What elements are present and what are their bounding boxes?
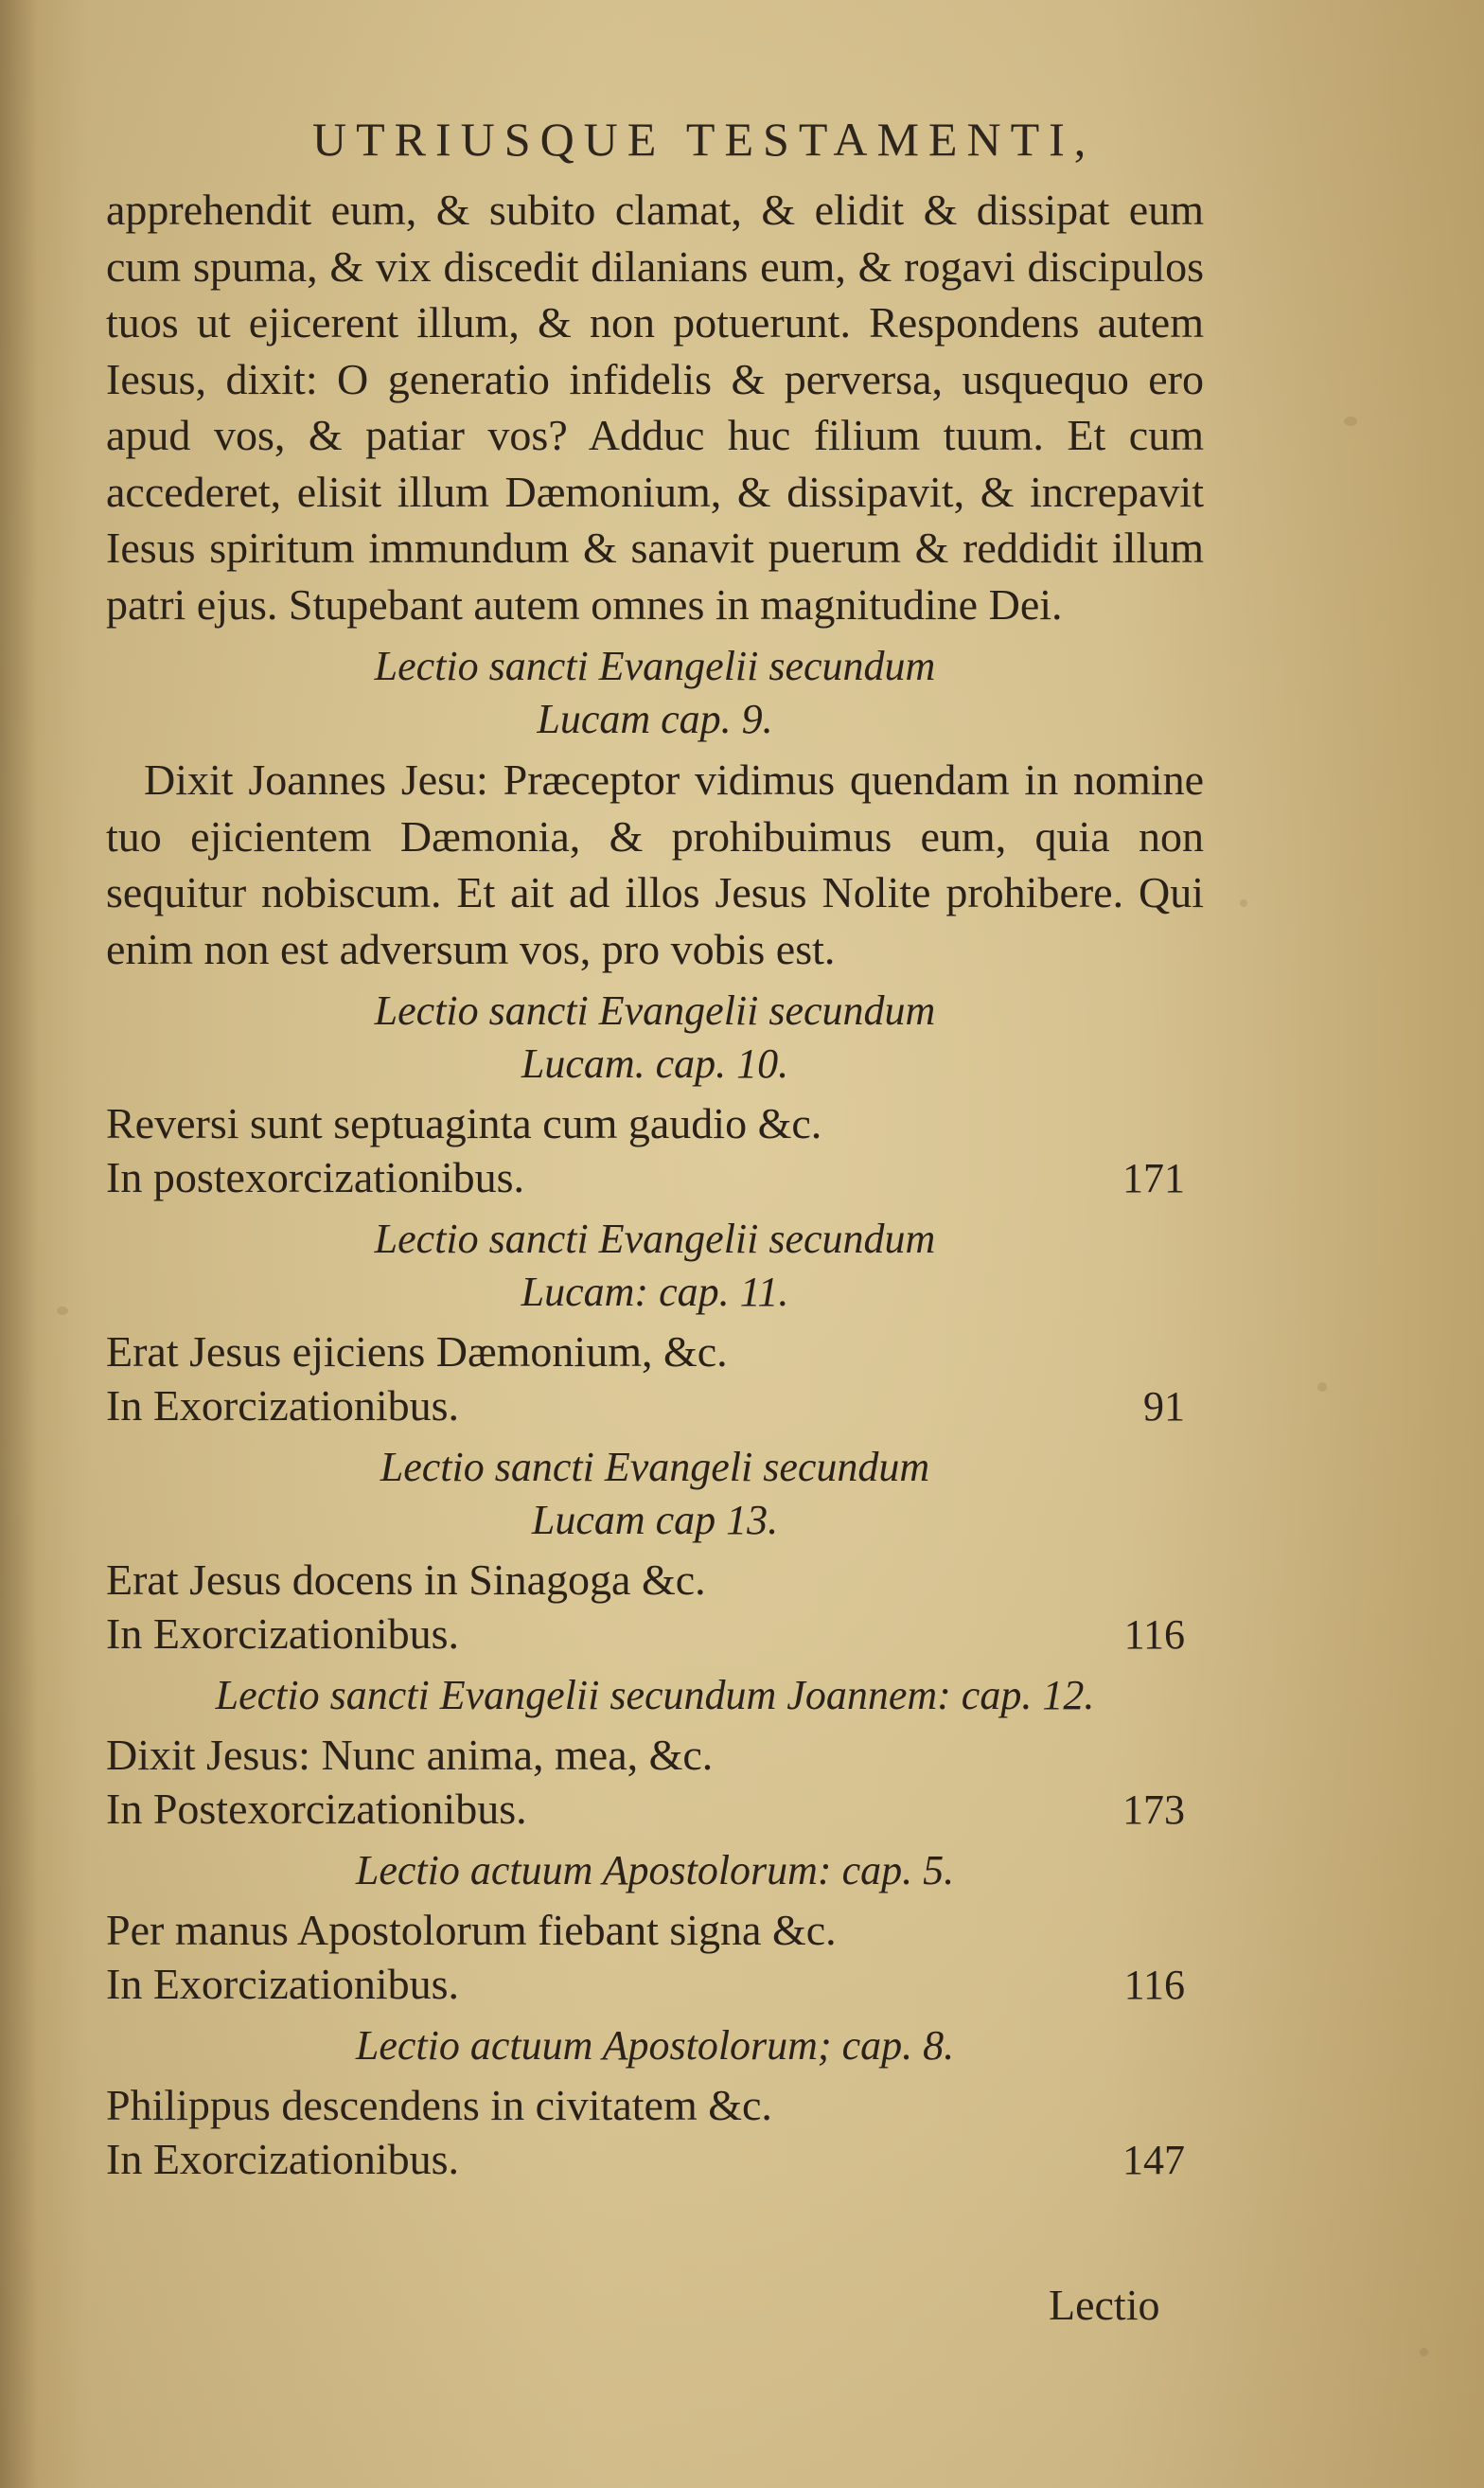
section-incipit: Erat Jesus ejiciens Dæmonium, &c. bbox=[106, 1327, 728, 1376]
section-reference bbox=[106, 1150, 1204, 1205]
section-reference bbox=[106, 1957, 1204, 2012]
section-reference bbox=[106, 1607, 1204, 1662]
reading-section bbox=[106, 985, 1204, 1205]
section-page-number: 116 bbox=[1123, 1962, 1185, 2008]
section-entry bbox=[106, 1096, 1204, 1205]
paper-stain bbox=[1420, 2348, 1428, 2356]
section-heading: Lectio actuum Apostolorum; cap. 8. bbox=[355, 2022, 955, 2069]
section-page-number: 171 bbox=[1122, 1155, 1185, 1201]
section-heading: Lectio sancti Evangelii secundum Lucam cap. 9. bbox=[374, 643, 936, 742]
reading-section bbox=[106, 1669, 1204, 1837]
section-incipit: Per manus Apostolorum fiebant signa &c. bbox=[106, 1906, 837, 1954]
page-body bbox=[106, 182, 1204, 2187]
running-head: UTRIUSQUE TESTAMENTI, bbox=[312, 113, 1096, 166]
page-gutter-shadow bbox=[0, 0, 38, 2488]
section-heading: Lectio actuum Apostolorum: cap. 5. bbox=[355, 1847, 955, 1893]
section-heading: Lectio sancti Evangelii secundum Lucam. cap. 10. bbox=[374, 987, 936, 1087]
paper-stain bbox=[1317, 1382, 1327, 1392]
section-page-number: 91 bbox=[1143, 1383, 1185, 1430]
paper-stain bbox=[1344, 417, 1357, 426]
section-location: In Exorcizationibus. bbox=[106, 1381, 460, 1430]
section-reference bbox=[106, 2132, 1204, 2187]
section-entry bbox=[106, 1903, 1204, 2012]
reading-section bbox=[106, 1441, 1204, 1662]
section-entry bbox=[106, 1324, 1204, 1433]
section-entry bbox=[106, 1728, 1204, 1837]
section-incipit: Dixit Jesus: Nunc anima, mea, &c. bbox=[106, 1731, 714, 1779]
paper-stain bbox=[1240, 899, 1247, 907]
section-location: In postexorcizationibus. bbox=[106, 1153, 525, 1201]
section-location: In Exorcizationibus. bbox=[106, 1960, 460, 2008]
paper-stain bbox=[57, 1306, 68, 1315]
section-incipit: Erat Jesus docens in Sinagoga &c. bbox=[106, 1555, 706, 1604]
section-paragraph: Dixit Joannes Jesu: Præceptor vidimus quendam in nomine tuo ejicientem Dæmonia, & prohibuimus eum, quia non sequitur nobiscum. Et ait ad illos Jesus Nolite prohibere. Qui enim non est adversum vos, pro vobis est. bbox=[106, 755, 1204, 973]
section-page-number: 116 bbox=[1123, 1611, 1185, 1658]
section-incipit: Philippus descendens in civitatem &c. bbox=[106, 2081, 772, 2129]
section-entry bbox=[106, 1553, 1204, 1662]
reading-section bbox=[106, 1844, 1204, 2012]
catchword: Lectio bbox=[1049, 2281, 1160, 2329]
reading-section bbox=[106, 1213, 1204, 1433]
section-page-number: 147 bbox=[1122, 2137, 1185, 2183]
section-location: In Exorcizationibus. bbox=[106, 1609, 460, 1658]
section-heading: Lectio sancti Evangeli secundum Lucam cap 13. bbox=[380, 1444, 930, 1543]
opening-paragraph: apprehendit eum, & subito clamat, & elidit & dissipat eum cum spuma, & vix discedit dilanians eum, & rogavi discipulos tuos ut ejicerent illum, & non potuerunt. Respondens autem Iesus, dixit: O generatio infidelis & perversa, usquequo ero apud vos, & patiar vos? Adduc huc filium tuum. Et cum accederet, elisit illum Dæmonium, & dissipavit, & increpavit Iesus spiritum immundum & sanavit puerum & reddidit illum patri ejus. Stupebant autem omnes in magnitudine Dei. bbox=[106, 186, 1204, 629]
reading-section bbox=[106, 640, 1204, 977]
section-incipit: Reversi sunt septuaginta cum gaudio &c. bbox=[106, 1099, 822, 1147]
section-entry bbox=[106, 2078, 1204, 2187]
section-reference bbox=[106, 1782, 1204, 1837]
section-heading: Lectio sancti Evangelii secundum Joannem: cap. 12. bbox=[215, 1672, 1095, 1718]
section-location: In Exorcizationibus. bbox=[106, 2135, 460, 2183]
reading-section bbox=[106, 2019, 1204, 2187]
section-reference bbox=[106, 1378, 1204, 1433]
section-page-number: 173 bbox=[1122, 1786, 1185, 1833]
section-heading: Lectio sancti Evangelii secundum Lucam: cap. 11. bbox=[374, 1216, 936, 1315]
section-location: In Postexorcizationibus. bbox=[106, 1785, 527, 1833]
